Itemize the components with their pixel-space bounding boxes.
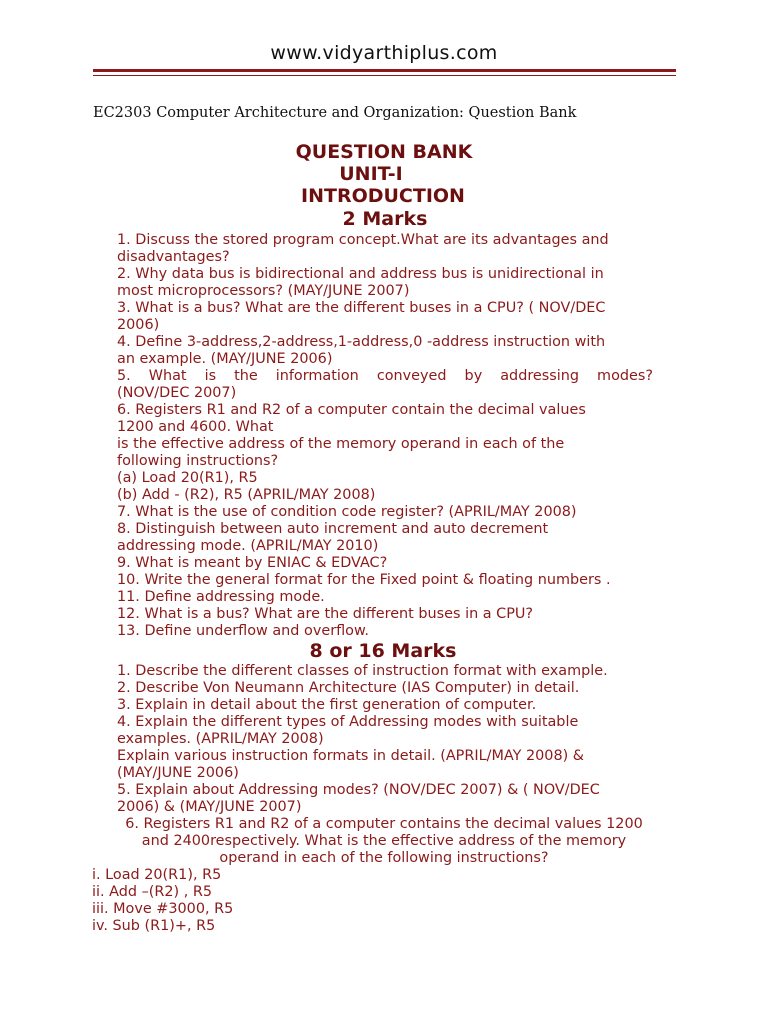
list-item: 2006): [117, 317, 160, 333]
list-item: 6. Registers R1 and R2 of a computer contains the decimal values 1200: [125, 816, 643, 832]
list-item: operand in each of the following instructions?: [219, 850, 549, 866]
list-item: 6. Registers R1 and R2 of a computer contain the decimal values: [117, 402, 586, 418]
list-item: 4. Define 3-address,2-address,1-address,0 -address instruction with: [117, 334, 606, 350]
list-item: following instructions?: [117, 453, 279, 469]
unit-heading: UNIT-I: [339, 163, 403, 185]
list-item: 4. Explain the different types of Addressing modes with suitable: [117, 714, 579, 730]
list-item: examples. (APRIL/MAY 2008): [117, 731, 324, 747]
list-item: 3. Explain in detail about the first generation of computer.: [117, 697, 537, 713]
question-bank-heading: QUESTION BANK: [295, 141, 473, 163]
question-six-block: [84, 816, 684, 867]
list-item: 12. What is a bus? What are the different buses in a CPU?: [117, 606, 534, 622]
list-item: addressing mode. (APRIL/MAY 2010): [117, 538, 379, 554]
sixteen-marks-heading: 8 or 16 Marks: [309, 640, 457, 662]
list-item: iv. Sub (R1)+, R5: [92, 918, 216, 934]
list-item: an example. (MAY/JUNE 2006): [117, 351, 333, 367]
list-item: iii. Move #3000, R5: [92, 901, 234, 917]
list-item: 10. Write the general format for the Fixed point & floating numbers .: [117, 572, 611, 588]
list-item: most microprocessors? (MAY/JUNE 2007): [117, 283, 410, 299]
list-item: i. Load 20(R1), R5: [92, 867, 222, 883]
list-item: and 2400respectively. What is the effective address of the memory: [141, 833, 627, 849]
site-header[interactable]: www.vidyarthiplus.com: [270, 42, 498, 64]
header-rule-thick: [93, 69, 676, 72]
list-item: ii. Add –(R2) , R5: [92, 884, 213, 900]
two-marks-list: [117, 232, 653, 640]
list-item: (a) Load 20(R1), R5: [117, 470, 258, 486]
list-item: 7. What is the use of condition code register? (APRIL/MAY 2008): [117, 504, 577, 520]
list-item: 2. Why data bus is bidirectional and address bus is unidirectional in: [117, 266, 604, 282]
list-item: 3. What is a bus? What are the different buses in a CPU? ( NOV/DEC: [117, 300, 606, 316]
list-item: (MAY/JUNE 2006): [117, 765, 239, 781]
list-item: disadvantages?: [117, 249, 230, 265]
list-item: 1. Describe the different classes of instruction format with example.: [117, 663, 608, 679]
two-marks-heading: 2 Marks: [342, 208, 428, 230]
list-item: (b) Add - (R2), R5 (APRIL/MAY 2008): [117, 487, 376, 503]
list-item: 5. What is the information conveyed by addressing modes?: [117, 368, 653, 384]
list-item: 2006) & (MAY/JUNE 2007): [117, 799, 302, 815]
document-title: EC2303 Computer Architecture and Organization: Question Bank: [93, 105, 577, 121]
header-rule-thin: [93, 75, 676, 76]
instruction-list: [92, 867, 492, 935]
list-item: 8. Distinguish between auto increment and auto decrement: [117, 521, 549, 537]
sixteen-marks-list: [117, 663, 653, 816]
list-item: is the effective address of the memory operand in each of the: [117, 436, 565, 452]
list-item: 1. Discuss the stored program concept.What are its advantages and: [117, 232, 609, 248]
list-item: (NOV/DEC 2007): [117, 385, 237, 401]
list-item: 2. Describe Von Neumann Architecture (IAS Computer) in detail.: [117, 680, 580, 696]
list-item: 9. What is meant by ENIAC & EDVAC?: [117, 555, 388, 571]
list-item: Explain various instruction formats in detail. (APRIL/MAY 2008) &: [117, 748, 585, 764]
list-item: 1200 and 4600. What: [117, 419, 274, 435]
list-item: 5. Explain about Addressing modes? (NOV/DEC 2007) & ( NOV/DEC: [117, 782, 600, 798]
list-item: 11. Define addressing mode.: [117, 589, 325, 605]
introduction-heading: INTRODUCTION: [301, 185, 465, 207]
list-item: 13. Define underflow and overflow.: [117, 623, 369, 639]
